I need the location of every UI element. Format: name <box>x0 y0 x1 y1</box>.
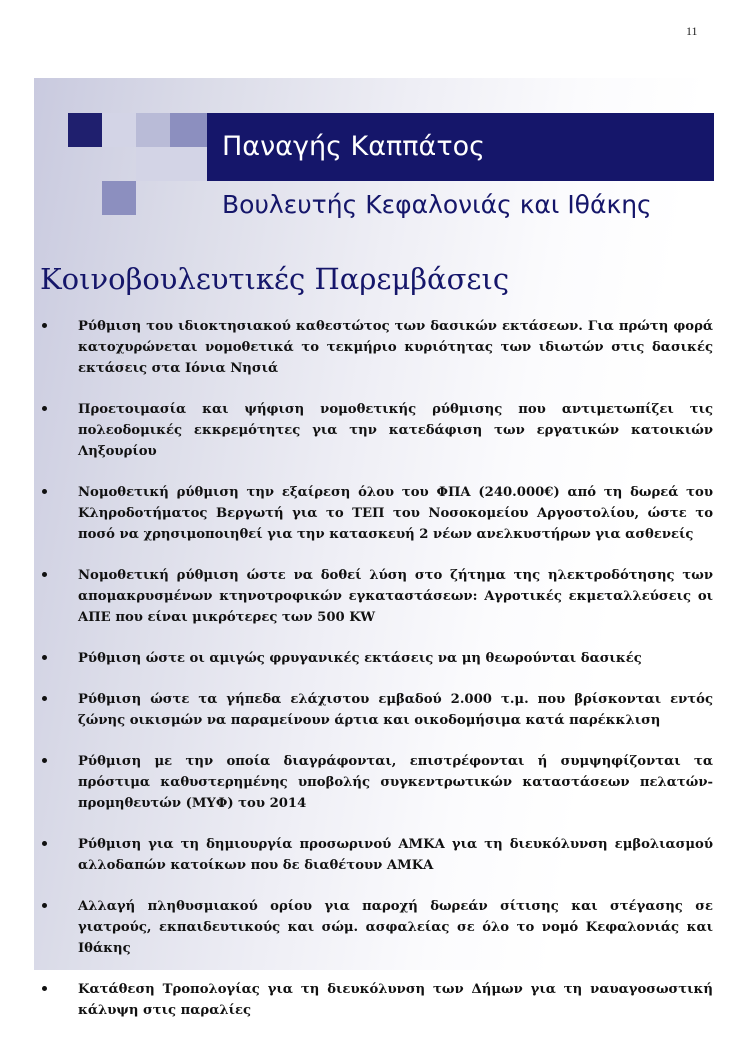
decor-square <box>170 113 207 147</box>
list-item <box>42 565 713 628</box>
section-heading: Κοινοβουλευτικές Παρεμβάσεις <box>40 262 510 296</box>
decor-square <box>136 147 170 181</box>
list-item-text: Νομοθετική ρύθμιση ώστε να δοθεί λύση στο ζήτημα της ηλεκτροδότησης των απομακρυσμένων κτηνοτροφικών εγκαταστάσεων: Αγροτικές εκμεταλλεύσεις οι ΑΠΕ που είναι μικρότερες των 500 KW <box>78 568 713 625</box>
list-item-text: Κατάθεση Τροπολογίας για τη διευκόλυνση των Δήμων για τη ναυαγοσωστική κάλυψη στις παραλίες <box>78 982 713 1018</box>
list-item-text: Ρύθμιση του ιδιοκτησιακού καθεστώτος των δασικών εκτάσεων. Για πρώτη φορά κατοχυρώνεται νομοθετικά το τεκμήριο κυριότητας των ιδιωτών στις δασικές εκτάσεις στα Ιόνια Νησιά <box>78 319 713 376</box>
decor-square <box>136 113 170 147</box>
list-item <box>42 896 713 959</box>
page-subtitle: Βουλευτής Κεφαλονιάς και Ιθάκης <box>222 190 652 219</box>
interventions-list <box>42 316 713 1041</box>
bullet-icon <box>42 758 47 763</box>
list-item <box>42 689 713 731</box>
bullet-icon <box>42 986 47 991</box>
list-item <box>42 648 713 669</box>
list-item <box>42 482 713 545</box>
list-item <box>42 751 713 814</box>
list-item-text: Αλλαγή πληθυσμιακού ορίου για παροχή δωρεάν σίτισης και στέγασης σε γιατρούς, εκπαιδευτικούς και σώμ. ασφαλείας σε όλο το νομό Κεφαλονιάς και Ιθάκης <box>78 899 713 956</box>
list-item-text: Ρύθμιση με την οποία διαγράφονται, επιστρέφονται ή συμψηφίζονται τα πρόστιμα καθυστερημένης υποβολής συγκεντρωτικών καταστάσεων πελατών-προμηθευτών (ΜΥΦ) του 2014 <box>78 754 713 811</box>
bullet-icon <box>42 696 47 701</box>
list-item-text: Ρύθμιση για τη δημιουργία προσωρινού ΑΜΚΑ για τη διευκόλυνση εμβολιασμού αλλοδαπών κατοίκων που δε διαθέτουν ΑΜΚΑ <box>78 837 713 873</box>
list-item-text: Προετοιμασία και ψήφιση νομοθετικής ρύθμισης που αντιμετωπίζει τις πολεοδομικές εκκρεμότητες για την κατεδάφιση των εργατικών κατοικιών Ληξουρίου <box>78 402 713 459</box>
list-item-text: Νομοθετική ρύθμιση την εξαίρεση όλου του ΦΠΑ (240.000€) από τη δωρεά του Κληροδοτήματος Βεργωτή για το ΤΕΠ του Νοσοκομείου Αργοστολίου, ώστε το ποσό να χρησιμοποιηθεί για την κατασκευή 2 νέων ανελκυστήρων για ασθενείς <box>78 485 713 542</box>
decor-square <box>102 113 136 147</box>
bullet-icon <box>42 841 47 846</box>
list-item-text: Ρύθμιση ώστε τα γήπεδα ελάχιστου εμβαδού 2.000 τ.μ. που βρίσκονται εντός ζώνης οικισμών να παραμείνουν άρτια και οικοδομήσιμα κατά παρέκκλιση <box>78 692 713 728</box>
list-item <box>42 834 713 876</box>
page-number: 11 <box>686 24 698 38</box>
list-item <box>42 399 713 462</box>
decor-square <box>102 181 136 215</box>
bullet-icon <box>42 489 47 494</box>
decor-square <box>170 147 207 181</box>
page-title: Παναγής Καππάτος <box>222 131 485 162</box>
list-item <box>42 316 713 379</box>
bullet-icon <box>42 323 47 328</box>
list-item-text: Ρύθμιση ώστε οι αμιγώς φρυγανικές εκτάσεις να μη θεωρούνται δασικές <box>78 651 642 666</box>
list-item <box>42 979 713 1021</box>
bullet-icon <box>42 572 47 577</box>
bullet-icon <box>42 655 47 660</box>
bullet-icon <box>42 406 47 411</box>
bullet-icon <box>42 903 47 908</box>
decor-square <box>68 113 102 147</box>
